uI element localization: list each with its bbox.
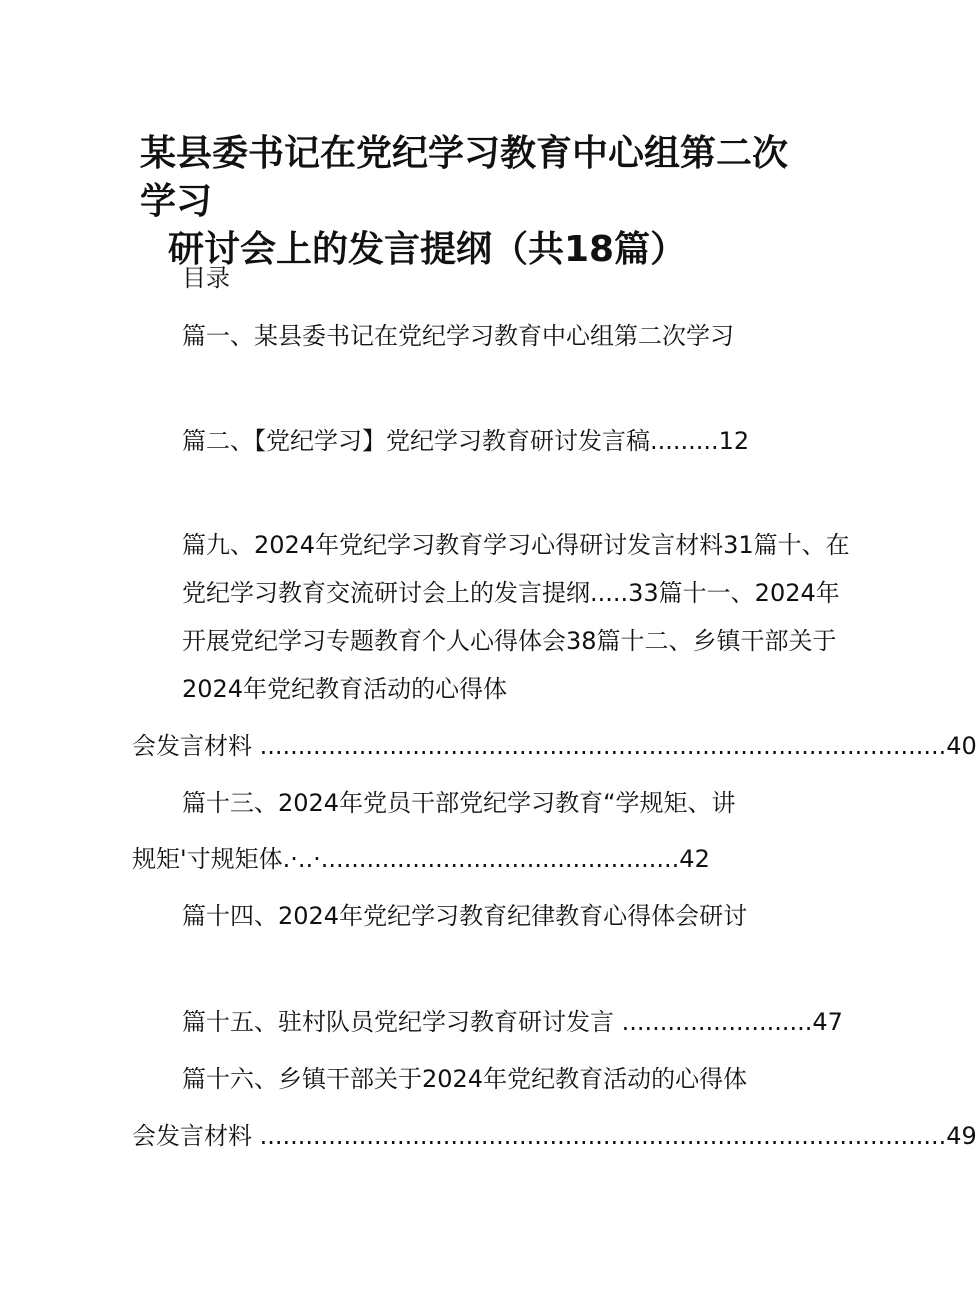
toc-line: 党纪学习教育交流研讨会上的发言提纲.....33篇十一、2024年 — [182, 579, 840, 607]
toc-line: 篇十四、2024年党纪学习教育纪律教育心得体会研讨 — [182, 902, 748, 930]
toc-line: 篇十三、2024年党员干部党纪学习教育“学规矩、讲 — [182, 789, 736, 817]
toc-line: 篇二、【党纪学习】党纪学习教育研讨发言稿.........12 — [182, 427, 750, 455]
toc-line: 篇十五、驻村队员党纪学习教育研讨发言 .........................47 — [182, 1008, 843, 1036]
toc-line: 篇十六、乡镇干部关于2024年党纪教育活动的心得体 — [182, 1065, 748, 1093]
toc-line: 会发言材料 ..........................................................................................40 — [132, 732, 977, 760]
toc-heading: 目录 — [182, 264, 230, 292]
title-line-1: 某县委书记在党纪学习教育中心组第二次学习 — [140, 133, 789, 222]
toc-line: 规矩'寸规矩体.·..·...............................................42 — [132, 845, 710, 873]
toc-line: 会发言材料 ..........................................................................................49 — [132, 1122, 977, 1150]
title-line-2: 研讨会上的发言提纲（共18篇） — [168, 229, 687, 270]
document-title — [140, 130, 820, 274]
toc-line: 篇一、某县委书记在党纪学习教育中心组第二次学习 — [182, 322, 734, 350]
toc-line: 开展党纪学习专题教育个人心得体会38篇十二、乡镇干部关于 — [182, 627, 837, 655]
toc-line: 篇九、2024年党纪学习教育学习心得研讨发言材料31篇十、在 — [182, 531, 850, 559]
toc-line: 2024年党纪教育活动的心得体 — [182, 675, 508, 703]
